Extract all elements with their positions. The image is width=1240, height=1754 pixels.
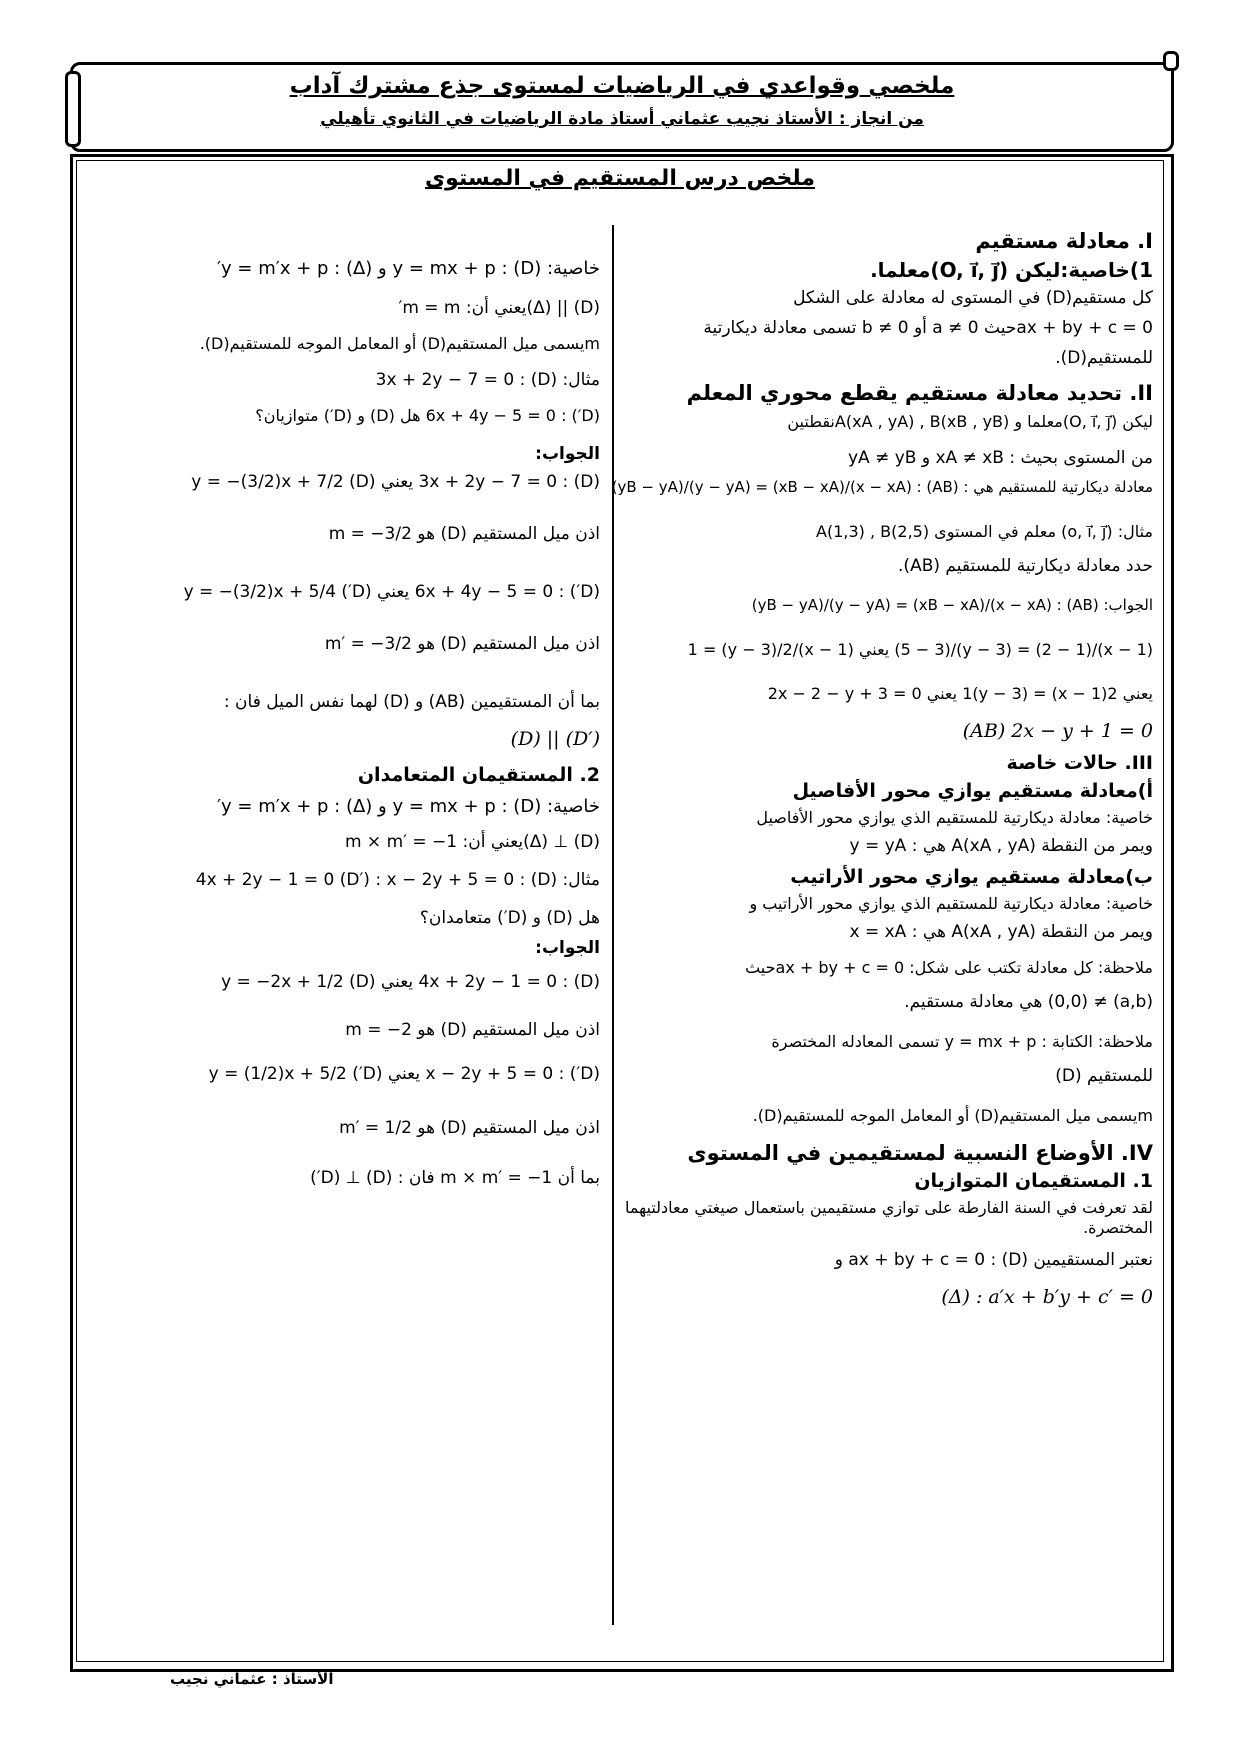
math-line: (D) || (Δ)يعني أن: m = m′ xyxy=(398,298,600,318)
text-line: ax + by + c = 0حيث a ≠ 0 أو b ≠ 0 تسمى معادلة ديكارتية xyxy=(703,318,1153,338)
subsection-heading: ب)معادلة مستقيم يوازي محور الأراتيب xyxy=(790,866,1153,888)
text-line: (a,b) ≠ (0,0) هي معادلة مستقيم. xyxy=(904,992,1153,1012)
note-line: ملاحظة: كل معادلة تكتب على شكل: ax + by + c = 0حيث xyxy=(745,958,1153,977)
note-line: ملاحظة: الكتابة : y = mx + p تسمى المعادله المختصرة xyxy=(771,1032,1153,1051)
property-line: خاصية: معادلة ديكارتية للمستقيم الذي يوازي محور الأراتيب و xyxy=(749,894,1153,913)
example-line: مثال: (D) : 3x + 2y − 7 = 0 xyxy=(375,370,600,390)
math-line: (D) ⊥ (Δ)يعني أن: m × m′ = −1 xyxy=(344,832,600,852)
answer-line: الجواب: (AB) : (x − xA)/(xB − xA) = (y − yA)/(yB − yA) xyxy=(751,596,1153,614)
text-line: mيسمى ميل المستقيم(D) أو المعامل الموجه للمستقيم(D). xyxy=(199,334,600,353)
math-line: (D′) : x − 2y + 5 = 0 يعني (D′) y = (1/2)x + 5/2 xyxy=(208,1064,600,1084)
text-line: نعتبر المستقيمين (D) : ax + by + c = 0 و xyxy=(834,1250,1153,1270)
text-line: بما أن المستقيمين (AB) و (D) لهما نفس الميل فان : xyxy=(223,692,600,712)
text-line: حدد معادلة ديكارتية للمستقيم (AB). xyxy=(898,556,1153,576)
text-line: اذن ميل المستقيم (D) هو m′ = 1/2 xyxy=(339,1118,600,1138)
scroll-curl-right xyxy=(1163,51,1179,71)
text-line: للمستقيم (D) xyxy=(1055,1066,1153,1086)
text-line: اذن ميل المستقيم (D) هو m = −3/2 xyxy=(328,524,600,544)
math-line: (Δ) : a′x + b′y + c′ = 0 xyxy=(941,1286,1153,1308)
text-line: للمستقيم(D). xyxy=(1055,348,1153,368)
answer-label: الجواب: xyxy=(535,444,600,464)
property-line: خاصية: (D) : y = mx + p و (Δ) : y = m′x + p′ xyxy=(216,258,600,279)
text-line: بما أن m × m′ = −1 فان : (D) ⊥ (D′) xyxy=(310,1168,600,1188)
subsection-heading: 1. المستقيمان المتوازيان xyxy=(914,1170,1153,1192)
property-line: خاصية: (D) : y = mx + p و (Δ) : y = m′x + p′ xyxy=(216,796,600,817)
math-line: يعني 2(x − 1) = 1(y − 3) يعني 2x − 2 − y + 3 = 0 xyxy=(767,684,1153,703)
math-line: (AB) 2x − y + 1 = 0 xyxy=(962,720,1153,742)
text-line: ليكن (O, i⃗, j⃗)معلما و A(xA , yA) , B(xB , yB)نقطتين xyxy=(787,412,1153,431)
section-heading: II. تحديد معادلة مستقيم يقطع محوري المعلم xyxy=(686,381,1153,405)
text-line: (D′) : 6x + 4y − 5 = 0 هل (D) و (D′) متوازيان؟ xyxy=(255,406,600,425)
section-heading: IV. الأوضاع النسبية لمستقيمين في المستوى xyxy=(687,1141,1153,1165)
text-line: كل مستقيم(D) في المستوى له معادلة على الشكل xyxy=(793,288,1153,308)
section-heading: I. معادلة مستقيم xyxy=(975,229,1153,253)
footer-author: الأستاذ : عثماني نجيب xyxy=(170,1670,334,1688)
right-column xyxy=(611,228,1153,1318)
section-heading: III. حالات خاصة xyxy=(1006,752,1153,774)
property-line: 1)خاصية:ليكن (O, i⃗, j⃗)معلما. xyxy=(870,258,1153,282)
column-divider xyxy=(612,225,614,1625)
math-line: (D′) : 6x + 4y − 5 = 0 يعني (D′) y = −(3/2)x + 5/4 xyxy=(183,582,600,602)
text-line: من المستوى بحيث : xA ≠ xB و yA ≠ yB xyxy=(847,448,1153,468)
subsection-heading: 2. المستقيمان المتعامدان xyxy=(357,764,600,786)
math-line: (D) || (D′) xyxy=(510,728,600,750)
math-line: (D) : 4x + 2y − 1 = 0 يعني (D) y = −2x + 1/2 xyxy=(221,972,600,992)
header-scroll-frame xyxy=(70,62,1174,152)
answer-label: الجواب: xyxy=(535,938,600,958)
example-line: مثال: (o, i⃗, j⃗) معلم في المستوى A(1,3) , B(2,5) xyxy=(816,522,1153,541)
formula-line: معادلة ديكارتية للمستقيم هي : (AB) : (x − xA)/(xB − xA) = (y − yA)/(yB − yA) xyxy=(611,478,1153,496)
text-line: ويمر من النقطة A(xA , yA) هي : x = xA xyxy=(849,922,1153,942)
math-line: (x − 1)/(2 − 1) = (y − 3)/(5 − 3) يعني (x − 1)/1 = (y − 3)/2 xyxy=(687,640,1153,659)
text-line: اذن ميل المستقيم (D) هو m = −2 xyxy=(345,1020,600,1040)
subsection-heading: أ)معادلة مستقيم يوازي محور الأفاصيل xyxy=(792,780,1153,802)
text-line: هل (D) و (D′) متعامدان؟ xyxy=(419,908,600,928)
math-line: (D) : 3x + 2y − 7 = 0 يعني (D) y = −(3/2)x + 7/2 xyxy=(191,472,600,492)
text-line: اذن ميل المستقيم (D) هو m′ = −3/2 xyxy=(324,634,600,654)
property-line: خاصية: معادلة ديكارتية للمستقيم الذي يوازي محور الأفاصيل xyxy=(756,808,1153,827)
left-column xyxy=(85,258,600,1204)
example-line: مثال: (D) : 4x + 2y − 1 = 0 (D′) : x − 2y + 5 = 0 xyxy=(195,870,600,890)
text-line: لقد تعرفت في السنة الفارطة على توازي مستقيمين باستعمال صيغتي معادلتيهما المختصرة. xyxy=(625,1198,1153,1237)
document-title: ملخصي وقواعدي في الرياضيات لمستوى جذع مشترك آداب xyxy=(289,73,955,99)
text-line: ويمر من النقطة A(xA , yA) هي : y = yA xyxy=(849,836,1153,856)
lesson-title: ملخص درس المستقيم في المستوى xyxy=(425,166,815,191)
text-line: mيسمى ميل المستقيم(D) أو المعامل الموجه للمستقيم(D). xyxy=(752,1106,1153,1125)
document-author-line: من انجاز : الأستاذ نجيب عثماني أستاذ مادة الرياضيات في الثانوي تأهيلي xyxy=(320,109,924,129)
